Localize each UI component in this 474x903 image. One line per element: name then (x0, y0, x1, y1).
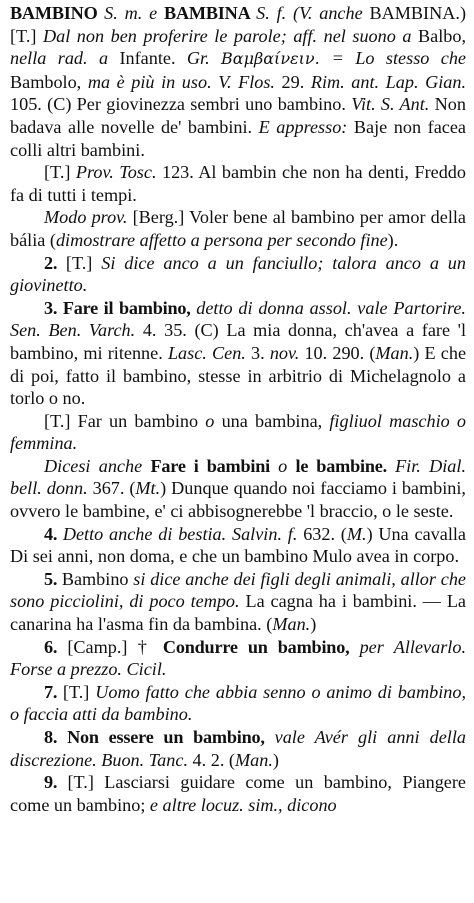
entry-paragraph-4 (10, 297, 466, 410)
text-segment: 632. ( (303, 523, 347, 544)
entry-paragraph-5 (10, 410, 466, 455)
entry-paragraph-0 (10, 2, 466, 161)
text-segment: 9. (44, 772, 68, 793)
entry-paragraph-12 (10, 771, 466, 816)
text-segment: le bambine. (295, 455, 396, 476)
text-segment: M. (346, 523, 367, 544)
entry-paragraph-6 (10, 455, 466, 523)
text-segment: una bambina, (221, 410, 330, 431)
entry-paragraph-10 (10, 681, 466, 726)
text-segment: 367. ( (92, 478, 136, 499)
text-segment: Bambino (61, 568, 134, 589)
entry-paragraph-1 (10, 161, 466, 206)
text-segment: per Allevarlo. Forse a prezzo. Cicil. (10, 636, 466, 680)
text-segment: ) Una cavalla Di sei anni, non doma, e che un bambino Mulo avea in corpo. (10, 523, 467, 567)
text-segment: ) [T.] (10, 3, 466, 46)
text-segment: Vit. S. Ant. (351, 94, 435, 115)
text-segment: Mt. (135, 478, 161, 499)
text-segment: 4. (44, 523, 63, 544)
entry-paragraph-8 (10, 568, 466, 636)
text-segment: 105. (C) Per giovinezza sembri uno bambino. (10, 94, 352, 115)
text-segment: Man. (272, 614, 311, 635)
text-segment: La cagna ha i bambini. — La canarina ha l'asma fin da bambina. ( (10, 591, 466, 635)
text-segment: 4. 2. ( (192, 749, 235, 770)
text-segment: Lasc. Cen. (167, 342, 252, 363)
entry-paragraph-3 (10, 252, 466, 297)
text-segment: BAMBINA. (369, 3, 460, 23)
text-segment: [T.] (65, 252, 102, 273)
text-segment: 7. (44, 681, 63, 702)
text-segment: Man. (375, 342, 414, 363)
text-segment: nov. (269, 342, 305, 363)
entry-paragraph-9 (10, 636, 466, 681)
text-segment: detto di donna assol. vale Partorire. Sen. Ben. Varch. (10, 297, 466, 341)
text-segment: S. m. e (104, 3, 165, 23)
text-segment: 123. Al bambin che non ha denti, Freddo fa di tutti i tempi. (10, 162, 466, 205)
text-segment: S. f. (V. anche (256, 3, 370, 23)
text-segment: Prov. Tosc. (75, 162, 162, 183)
text-segment: 3. (251, 342, 270, 363)
text-segment: Dal non ben proferire le parole; aff. nel suono a (42, 25, 419, 46)
text-segment: ). (387, 229, 399, 250)
text-segment: 6. (44, 636, 68, 657)
text-segment: 10. 290. ( (304, 342, 376, 363)
text-segment: si dice anche dei figli degli animali, allor che sono picciolini, di poco tempo. (10, 568, 466, 612)
text-segment: = Lo stesso che (331, 48, 466, 69)
text-segment: Fare i bambini (150, 455, 279, 476)
text-segment: Non badava alle novelle de' bambini. (10, 94, 466, 137)
text-segment: ma è più in uso. V. Flos. (87, 71, 282, 92)
text-segment: e altre locuz. sim., dicono (149, 794, 337, 815)
text-segment: 2. (44, 252, 66, 273)
text-segment: [T.] Far un bambino (44, 410, 206, 431)
text-segment: Infante. (119, 48, 187, 69)
text-segment: BAMBINA (164, 3, 257, 23)
text-segment: Modo prov. (44, 207, 133, 228)
text-segment: Si dice anco a un fanciullo; talora anco a un giovinetto. (10, 252, 466, 296)
text-segment: Condurre un bambino, (162, 636, 360, 657)
entry-paragraph-2 (10, 206, 466, 251)
text-segment: ) Dunque quando noi facciamo i bambini, ovvero le bambine, e' ci abbisognerebbe 'l braccio, o le seste. (10, 478, 466, 522)
dictionary-entry-bambino (10, 2, 466, 816)
text-segment: o (278, 455, 296, 476)
text-segment: 29. (281, 71, 311, 92)
text-segment: figliuol maschio o femmina. (10, 410, 467, 454)
text-segment: Man. (234, 749, 273, 770)
text-segment: [Berg.] Voler bene al bambino per amor della bália ( (10, 207, 467, 250)
text-segment: Uomo fatto che abbia senno o animo di bambino, o faccia atti da bambino. (10, 681, 466, 725)
text-segment: 8. Non essere un bambino, (44, 727, 275, 747)
text-segment: [T.] (62, 681, 96, 702)
text-segment: 4. 35. (C) La mia donna, ch'avea a fare 'l bambino, mi ritenne. (10, 320, 466, 363)
text-segment: Rim. ant. Lap. Gian. (310, 71, 466, 92)
text-segment: ) (272, 749, 279, 770)
text-segment: Bambolo, (10, 71, 88, 92)
text-segment: Dicesi anche (44, 455, 151, 476)
text-segment: Gr. (186, 48, 222, 69)
text-segment: Baje non facea colli altri bambini. (10, 116, 466, 160)
text-segment: ) (310, 614, 317, 635)
text-segment: Βαμβαίνειν. (221, 49, 332, 69)
text-segment: nella rad. a (10, 48, 120, 69)
text-segment: [Camp.] † (67, 636, 163, 657)
text-segment: dimostrare affetto a persona per secondo fine (55, 229, 388, 250)
text-segment: 5. (44, 568, 62, 589)
text-segment: BAMBINO (10, 3, 105, 23)
entry-paragraph-11 (10, 726, 466, 771)
text-segment: ) E che di poi, fatto il bambino, stesse in arbitrio di Michelagnolo a torlo o no. (10, 342, 467, 409)
text-segment: o (205, 410, 222, 431)
text-segment: E appresso: (258, 116, 354, 137)
text-segment: Balbo, (418, 25, 467, 46)
text-segment: [T.] (44, 162, 76, 183)
text-segment: [T.] Lasciarsi guidare come un bambino, Piangere come un bambino; (10, 772, 466, 815)
text-segment: vale Avér gli anni della discrezione. Buon. Tanc. (10, 727, 466, 770)
text-segment: Detto anche di bestia. Salvin. f. (62, 523, 304, 544)
text-segment: 3. Fare il bambino, (44, 297, 197, 318)
text-segment: Fir. Dial. bell. donn. (10, 455, 467, 499)
entry-paragraph-7 (10, 523, 466, 568)
